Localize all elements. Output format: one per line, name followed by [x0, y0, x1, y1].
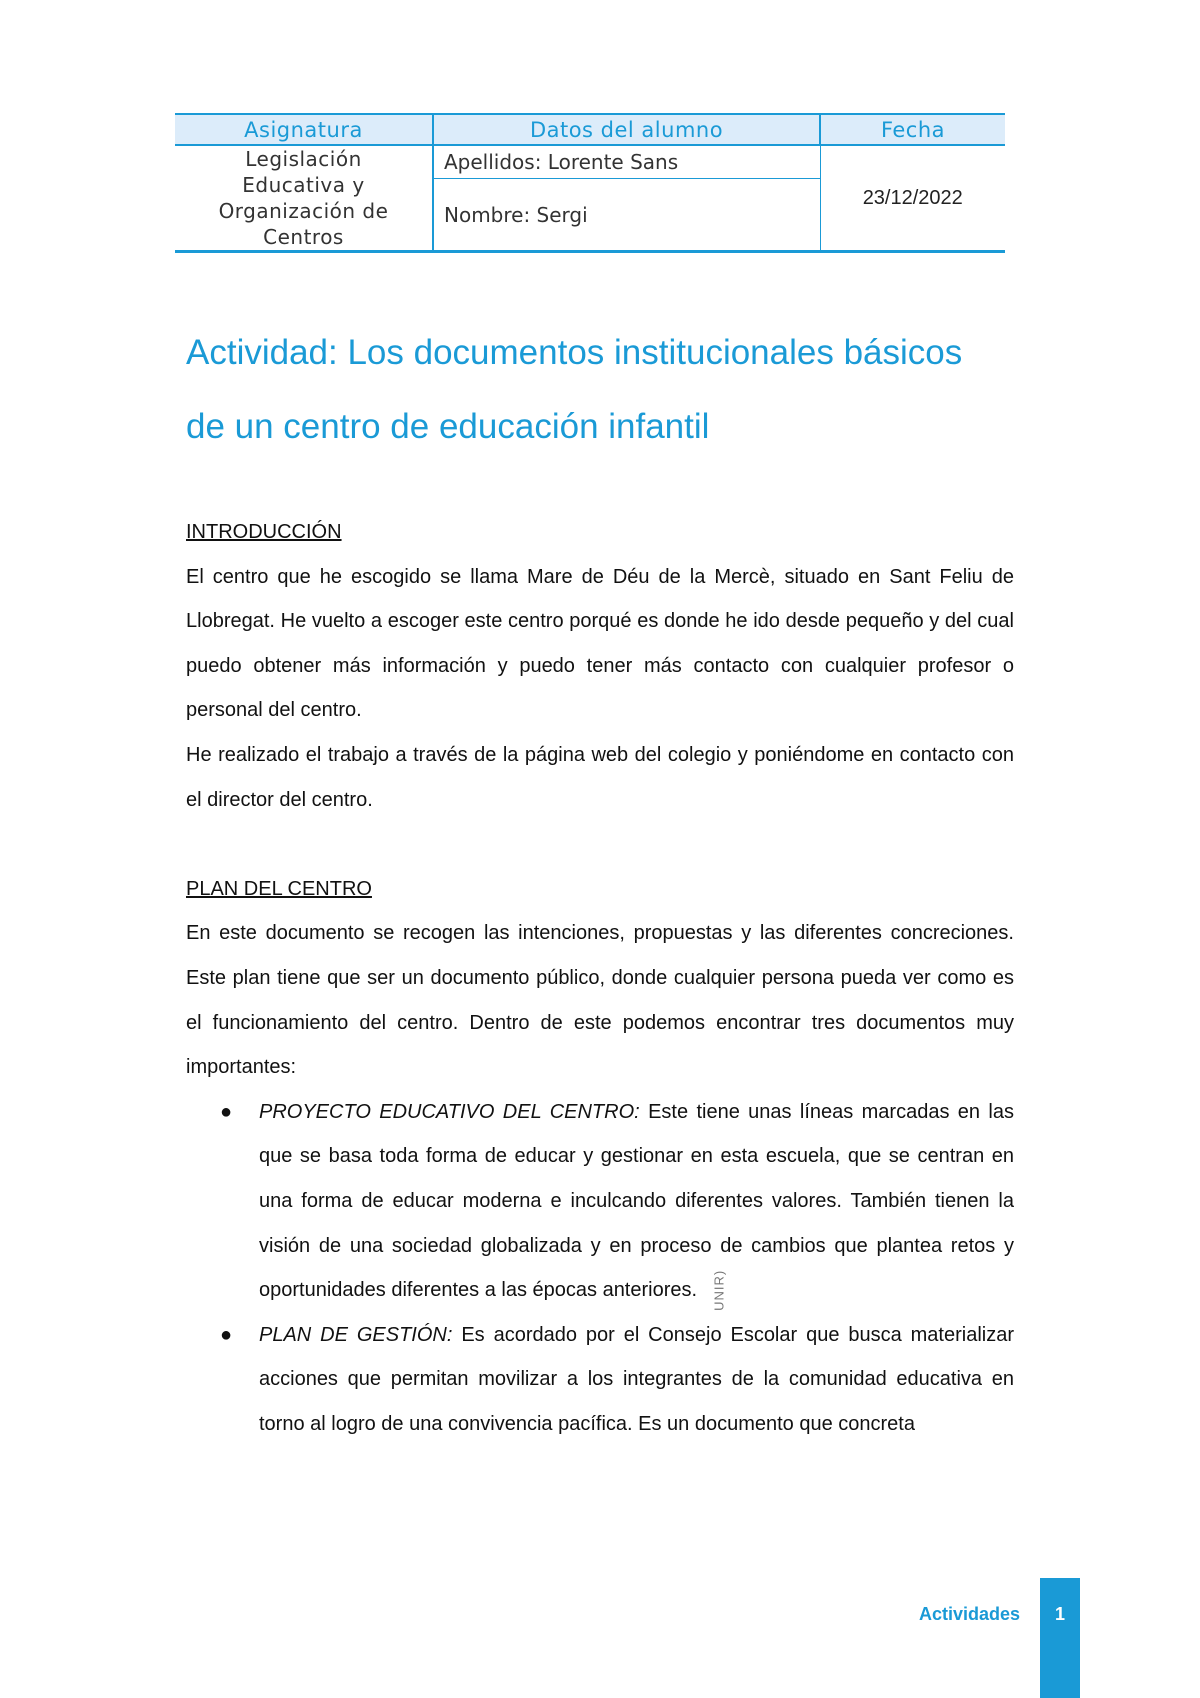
header-col-student: Datos del alumno — [433, 114, 820, 145]
page-title — [186, 316, 1026, 464]
subject-line: Educativa y — [242, 173, 365, 197]
page-number: 1 — [1054, 1604, 1065, 1624]
intro-paragraph-1: El centro que he escogido se llama Mare de Déu de la Mercè, situado en Sant Feliu de Llobregat. He vuelto a escoger este centro porqué es donde he ido desde pequeño y del cual puedo obtener más información y puedo tener más contacto con cualquier profesor o personal del centro. — [186, 565, 1014, 722]
list-item — [186, 1313, 1014, 1447]
footer-label: Actividades — [918, 1604, 1020, 1624]
header-table — [175, 113, 1005, 253]
bullet-dot-icon: ● — [220, 1323, 233, 1346]
bullet-dot-icon: ● — [220, 1100, 233, 1123]
intro-heading: INTRODUCCIÓN — [186, 521, 342, 543]
subject-line: Organización de — [218, 199, 389, 223]
header-col-date: Fecha — [820, 114, 1005, 145]
list-item — [186, 1090, 1014, 1313]
subject-line: Legislación — [245, 147, 362, 171]
list-item-lead: PLAN DE GESTIÓN: — [259, 1323, 453, 1346]
watermark-text: UNIR) — [711, 1269, 727, 1311]
subject-cell — [175, 145, 433, 252]
intro-paragraph-2: He realizado el trabajo a través de la página web del colegio y poniéndome en contacto con el director del centro. — [186, 743, 1014, 811]
subject-line: Centros — [263, 225, 344, 249]
list-item-lead: PROYECTO EDUCATIVO DEL CENTRO: — [259, 1100, 640, 1123]
document-body — [186, 510, 1014, 1446]
date-cell: 23/12/2022 — [820, 145, 1005, 252]
nombre-cell: Nombre: Sergi — [433, 179, 820, 252]
plan-paragraph: En este documento se recogen las intenciones, propuestas y las diferentes concreciones. Este plan tiene que ser un documento público, donde cualquier persona pueda ver como es el funcionamiento del centro. Dentro de este podemos encontrar tres documentos muy importantes: — [186, 922, 1014, 1079]
title-line-1: Actividad: Los documentos institucionales básicos — [186, 333, 963, 372]
title-line-2: de un centro de educación infantil — [186, 407, 710, 446]
header-col-subject: Asignatura — [175, 114, 433, 145]
list-item-text: Este tiene unas líneas marcadas en las que se basa toda forma de educar y gestionar en esta escuela, que se centran en una forma de educar moderna e inculcando diferentes valores. También tienen la visión de una sociedad globalizada y en proceso de cambios que plantea retos y oportunidades diferentes a las épocas anteriores. — [259, 1100, 1014, 1302]
apellidos-cell: Apellidos: Lorente Sans — [433, 145, 820, 179]
spacer — [186, 822, 1014, 867]
plan-heading: PLAN DEL CENTRO — [186, 877, 372, 900]
list-item-text: Es acordado por el Consejo Escolar que busca materializar acciones que permitan movilizar a los integrantes de la comunidad educativa en torno al logro de una convivencia pacífica. Es un documento que concreta — [259, 1323, 1014, 1435]
page-number-box — [1040, 1578, 1080, 1698]
plan-list — [186, 1090, 1014, 1447]
